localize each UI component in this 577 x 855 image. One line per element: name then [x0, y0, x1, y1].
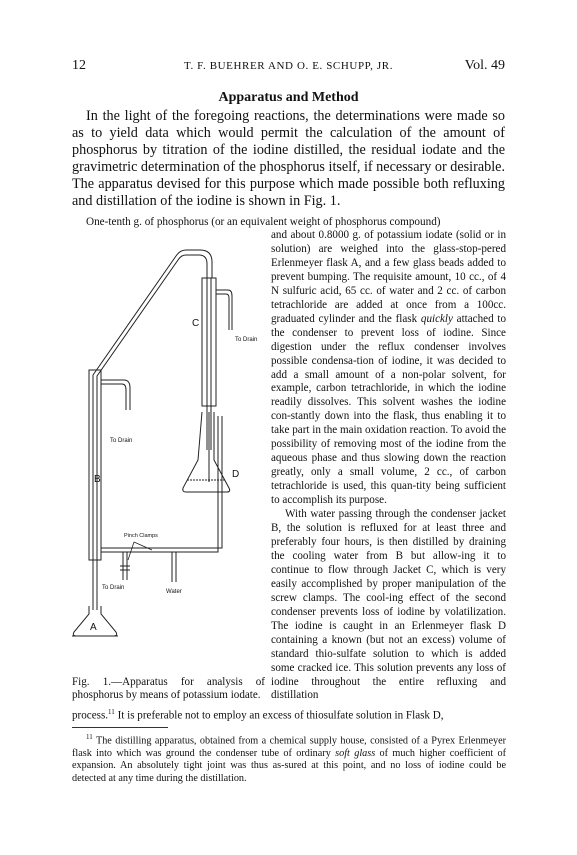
condenser-b-inlet [101, 416, 222, 552]
page-number: 12 [72, 58, 86, 73]
condenser-c-outlet [216, 290, 232, 330]
connecting-tube-outer [93, 250, 212, 610]
connecting-tube-inner [97, 255, 207, 610]
emphasis-soft-glass: soft glass [335, 747, 376, 759]
figure-caption: Fig. 1.—Apparatus for analysis of phosphorus by means of potassium iodate. [72, 676, 265, 701]
label-to-drain-top: To Drain [235, 337, 258, 343]
body-first-line: One-tenth g. of phosphorus (or an equivalent weight of phosphorus compound) [86, 216, 441, 228]
footnote-text-2: of much higher coefficient of expansion. An absolutely tight joint was thus as-sured at this point, and no loss of iodine could be detected at any time during the distillation. [72, 747, 506, 784]
tail-text-1: process. [72, 709, 109, 722]
right-column-text-a2: attached to the condenser to prevent loss of iodine. Since digestion under the reflux condenser involves possible condensa-tion of iodine, it was decided to add a small amount of a non-polar solvent, for example, carbon tetrachloride, in which the iodine readily dissolves. This solvent washes the iodine con-stantly down into the flask, thus enabling it to take part in the main oxidation reaction. To avoid the possibility of removing most of the iodine from the aqueous phase and thus slowing down the reaction greatly, only a small volume, 2 cc., of carbon tetrachloride is used, this quan-tity being sufficient to accomplish its purpose. [271, 312, 506, 507]
pinch-clamp-1 [120, 566, 130, 570]
right-column-text-a1: and about 0.8000 g. of potassium iodate (solid or in solution) are weighed into the glass-stop-pered Erlenmeyer flask A, and a few glass beads added to prevent bumping. The requisite amount, 10 cc., of 4 N sulfuric acid, 65 cc. of water and 2 cc. of carbon tetrachloride are added at once from a 100cc. graduated cylinder and the flask [271, 229, 506, 325]
intro-text: In the light of the foregoing reactions, the determinations were made so as to yield data which would permit the calculation of the amount of phosphorus by titration of the iodine distilled, the residual iodate and the gravimetric determination of the phosphorus itself, if necessary or desirable. The apparatus devised for this purpose which made possible both refluxing and distillation of the iodine is shown in Fig. 1. [72, 108, 505, 209]
footnote-text [72, 731, 506, 785]
label-to-drain-bottom: To Drain [102, 585, 125, 591]
label-water: Water [166, 589, 182, 595]
label-b: B [94, 474, 101, 485]
label-d: D [232, 469, 240, 480]
section-title: Apparatus and Method [218, 90, 359, 105]
tail-text-2: It is preferable not to employ an excess of thiosulfate solution in Flask D, [114, 709, 444, 722]
intro-paragraph [72, 108, 505, 210]
running-header [72, 58, 505, 74]
running-authors: T. F. BUEHRER AND O. E. SCHUPP, JR. [183, 60, 394, 72]
condenser-b-jacket [89, 370, 101, 560]
figure-1 [72, 230, 265, 656]
label-c: C [192, 318, 200, 329]
footnote-text-1: The distilling apparatus, obtained from a chemical supply house, consisted of a Pyrex Erlenmeyer flask into which was ground the condenser tube of ordinary [72, 735, 506, 759]
footnote-number: 11 [86, 733, 93, 741]
emphasis-quickly: quickly [420, 312, 453, 325]
condenser-c-jacket [202, 278, 216, 406]
body-tail-line [72, 706, 506, 723]
footnote [72, 731, 506, 785]
label-a: A [90, 622, 97, 633]
footnote-ref: 11 [108, 708, 115, 716]
apparatus-diagram [72, 230, 265, 656]
pinch-clamp-2 [128, 542, 134, 560]
volume-label: Vol. 49 [464, 58, 505, 73]
pinch-clamp-3 [134, 542, 152, 550]
right-column-text [271, 229, 506, 703]
footnote-rule [72, 727, 168, 728]
condenser-b-outlet [101, 380, 130, 410]
label-pinch-clamps: Pinch Clamps [124, 533, 158, 539]
right-column-paragraph-2: With water passing through the condenser jacket B, the solution is refluxed for at least three and preferably four hours, is then distilled by draining the cooling water from B but allow-ing it to continue to flow through Jacket C, which is very easily accomplished by proper manipulation of the screw clamps. The cool-ing effect of the second condenser prevents loss of iodine by volatilization. The iodine is caught in an Erlenmeyer flask D containing a known (but not an excess) volume of standard thio-sulfate solution to which is added some cracked ice. This solution prevents any loss of iodine throughout the entire refluxing and distillation [271, 508, 506, 702]
right-column-paragraph-1 [271, 229, 506, 508]
label-to-drain-mid: To Drain [110, 438, 133, 444]
